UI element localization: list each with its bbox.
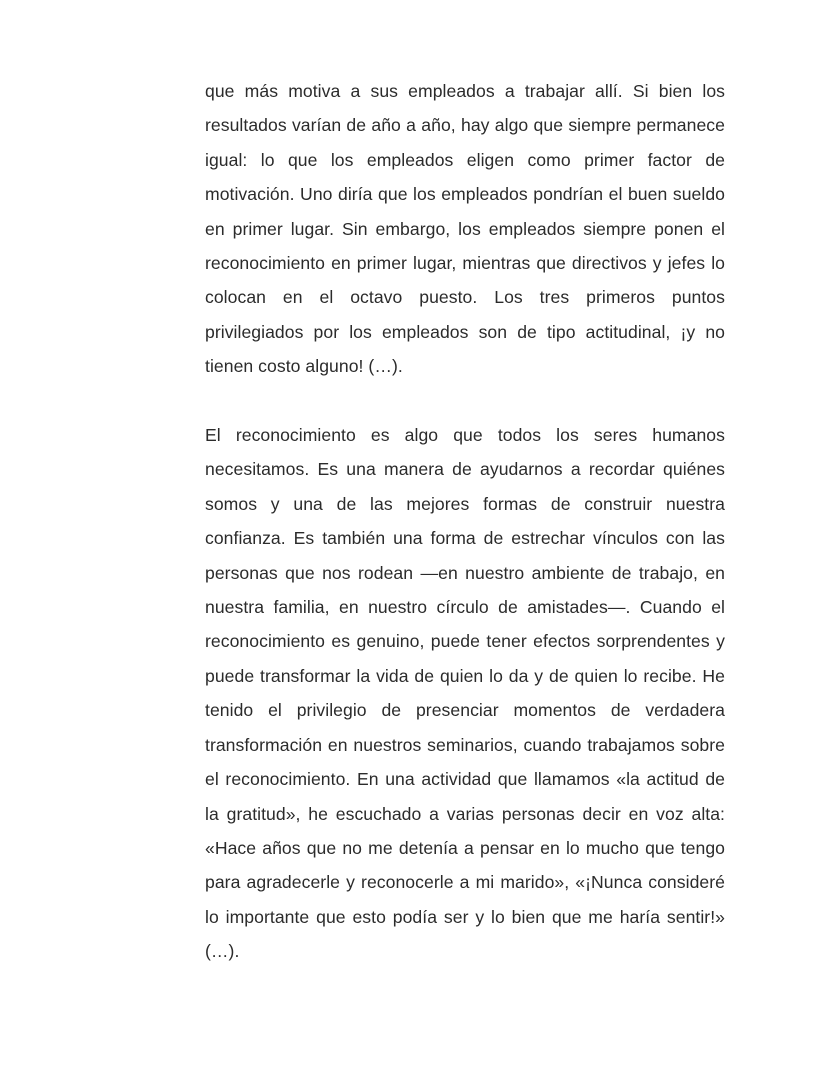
paragraph-recognition: El reconocimiento es algo que todos los seres humanos necesitamos. Es una manera de ayudarnos a recordar quiénes somos y una de las mejores formas de construir nuestra confianza. Es también una forma de estrechar vínculos con las personas que nos rodean —en nuestro ambiente de trabajo, en nuestra familia, en nuestro círculo de amistades—. Cuando el reconocimiento es genuino, puede tener efectos sorprendentes y puede transformar la vida de quien lo da y de quien lo recibe. He tenido el privilegio de presenciar momentos de verdadera transformación en nuestros seminarios, cuando trabajamos sobre el reconocimiento. En una actividad que llamamos «la actitud de la gratitud», he escuchado a varias personas decir en voz alta: «Hace años que no me detenía a pensar en lo mucho que tengo para agradecerle y reconocerle a mi marido», «¡Nunca consideré lo importante que esto podía ser y lo bien que me haría sentir!» (…). (205, 425, 725, 962)
paragraph-motivation: que más motiva a sus empleados a trabajar allí. Si bien los resultados varían de año a año, hay algo que siempre permanece igual: lo que los empleados eligen como primer factor de motivación. Uno diría que los empleados pondrían el buen sueldo en primer lugar. Sin embargo, los empleados siempre ponen el reconocimiento en primer lugar, mientras que directivos y jefes lo colocan en el octavo puesto. Los tres primeros puntos privilegiados por los empleados son de tipo actitudinal, ¡y no tienen costo alguno! (…). (205, 81, 725, 377)
text-column (205, 74, 725, 969)
